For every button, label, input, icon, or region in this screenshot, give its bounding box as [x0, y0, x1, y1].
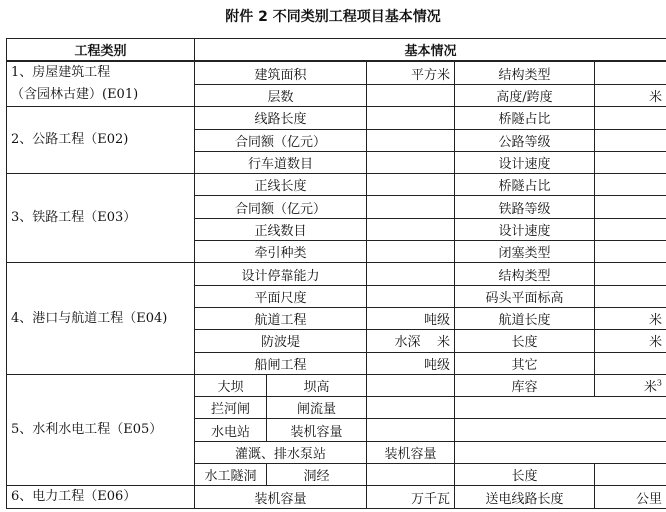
value-cell — [595, 174, 666, 196]
field-label: 闭塞类型 — [455, 241, 595, 263]
value-cell — [367, 174, 455, 196]
header-category: 工程类别 — [7, 39, 195, 62]
unit-cell: 米 — [595, 330, 666, 352]
value-cell — [595, 61, 666, 84]
field-label: 设计速度 — [455, 151, 595, 173]
header-row — [7, 39, 666, 62]
field-label: 合同额（亿元） — [195, 129, 367, 151]
value-cell — [455, 397, 666, 419]
field-label: 正线长度 — [195, 174, 367, 196]
value-cell — [367, 196, 455, 218]
category-e01-line1: 1、房屋建筑工程 — [11, 65, 111, 81]
field-label: 长度 — [455, 464, 595, 486]
value-cell — [595, 129, 666, 151]
header-basic: 基本情况 — [195, 39, 666, 62]
value-cell — [595, 241, 666, 263]
value-cell — [367, 285, 455, 307]
unit-cell: 公里 — [595, 486, 666, 509]
value-cell — [367, 151, 455, 173]
table-row — [7, 263, 666, 285]
value-cell — [595, 464, 666, 486]
field-label: 设计速度 — [455, 218, 595, 240]
unit-cell: 米 — [595, 307, 666, 329]
field-label: 坝高 — [267, 374, 367, 396]
value-cell — [367, 419, 455, 441]
field-label: 其它 — [455, 352, 595, 374]
field-label: 闸流量 — [267, 397, 367, 419]
field-label: 库容 — [455, 374, 595, 396]
project-table — [6, 38, 666, 509]
unit-cell: 吨级 — [367, 352, 455, 374]
value-cell — [595, 263, 666, 285]
value-cell — [595, 285, 666, 307]
field-label: 送电线路长度 — [455, 486, 595, 509]
field-label: 合同额（亿元） — [195, 196, 367, 218]
field-label: 桥隧占比 — [455, 174, 595, 196]
value-cell — [455, 441, 666, 463]
field-label: 装机容量 — [367, 441, 455, 463]
unit-cell: 米 — [595, 84, 666, 107]
field-label: 结构类型 — [455, 61, 595, 84]
category-e04: 4、港口与航道工程（E04) — [7, 263, 195, 374]
table-row — [7, 486, 666, 509]
category-e01 — [7, 61, 195, 107]
category-e06: 6、电力工程（E06） — [7, 486, 195, 509]
table-row — [7, 174, 666, 196]
category-e03: 3、铁路工程（E03） — [7, 174, 195, 263]
value-cell — [595, 196, 666, 218]
table-row — [7, 61, 666, 84]
value-cell — [367, 374, 455, 396]
field-label: 线路长度 — [195, 107, 367, 129]
value-cell — [595, 218, 666, 240]
field-label: 水工隧洞 — [195, 464, 267, 486]
category-e05: 5、水利水电工程（E05） — [7, 374, 195, 485]
field-label: 船闸工程 — [195, 352, 367, 374]
category-e02: 2、公路工程（E02) — [7, 107, 195, 174]
value-cell — [367, 84, 455, 107]
field-label: 建筑面积 — [195, 61, 367, 84]
field-label: 灌溉、排水泵站 — [195, 441, 367, 463]
field-label: 航道工程 — [195, 307, 367, 329]
field-label: 水电站 — [195, 419, 267, 441]
unit-cell: 水深 米 — [367, 330, 455, 352]
field-label: 桥隧占比 — [455, 107, 595, 129]
field-label: 行车道数目 — [195, 151, 367, 173]
field-label: 牵引种类 — [195, 241, 367, 263]
value-cell — [455, 419, 666, 441]
value-cell — [367, 218, 455, 240]
unit-superscript: 3 — [656, 378, 662, 388]
field-label: 结构类型 — [455, 263, 595, 285]
value-cell — [367, 397, 455, 419]
field-label: 防波堤 — [195, 330, 367, 352]
field-label: 长度 — [455, 330, 595, 352]
field-label: 平面尺度 — [195, 285, 367, 307]
unit-text: 米 — [643, 380, 657, 395]
table-row — [7, 374, 666, 396]
field-label: 高度/跨度 — [455, 84, 595, 107]
table-row — [7, 107, 666, 129]
field-label: 拦河闸 — [195, 397, 267, 419]
field-label: 装机容量 — [267, 419, 367, 441]
value-cell — [595, 352, 666, 374]
field-label: 铁路等级 — [455, 196, 595, 218]
field-label: 公路等级 — [455, 129, 595, 151]
field-label: 洞经 — [267, 464, 367, 486]
field-label: 大坝 — [195, 374, 267, 396]
unit-cell: 万千瓦 — [367, 486, 455, 509]
document-title: 附件 2 不同类别工程项目基本情况 — [225, 9, 441, 25]
field-label: 层数 — [195, 84, 367, 107]
unit-cell: 吨级 — [367, 307, 455, 329]
value-cell — [595, 151, 666, 173]
unit-cell — [595, 374, 666, 396]
value-cell — [367, 263, 455, 285]
value-cell — [595, 107, 666, 129]
category-e01-line2: （含园林古建）(E01) — [11, 87, 139, 103]
field-label: 装机容量 — [195, 486, 367, 509]
value-cell — [367, 129, 455, 151]
value-cell — [367, 107, 455, 129]
field-label: 设计停靠能力 — [195, 263, 367, 285]
field-label: 码头平面标高 — [455, 285, 595, 307]
value-cell — [367, 464, 455, 486]
unit-cell: 平方米 — [367, 61, 455, 84]
value-cell — [367, 241, 455, 263]
field-label: 航道长度 — [455, 307, 595, 329]
field-label: 正线数目 — [195, 218, 367, 240]
